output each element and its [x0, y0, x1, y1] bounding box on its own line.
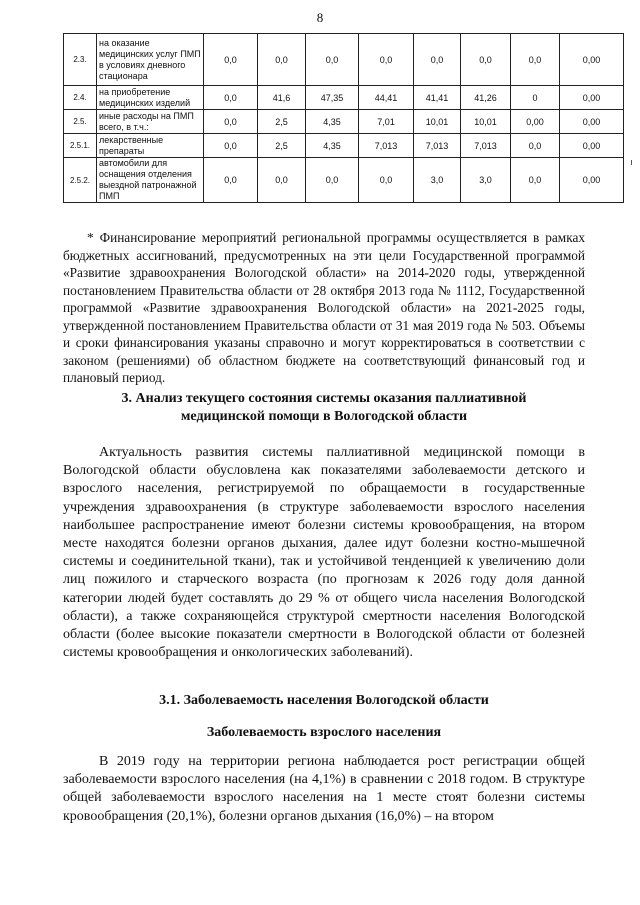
row-name: лекарственные препараты	[97, 134, 204, 158]
row-value: 0,00	[560, 158, 624, 203]
row-value: 4,35	[306, 134, 359, 158]
table-row	[64, 86, 624, 110]
row-value: 2,5	[258, 134, 306, 158]
table-row	[64, 110, 624, 134]
table-row	[64, 134, 624, 158]
row-value: 0,0	[359, 34, 414, 86]
section-3-1-heading: 3.1. Заболеваемость населения Вологодской области	[159, 693, 489, 708]
row-value: 41,41	[414, 86, 461, 110]
row-code: 2.5.1.	[64, 134, 97, 158]
financing-table	[63, 33, 624, 203]
row-value: 0,00	[560, 110, 624, 134]
adult-morbidity-subheading: Заболеваемость взрослого населения	[206, 725, 442, 740]
row-value: 0,0	[204, 158, 258, 203]
table-row	[64, 158, 624, 203]
row-value: 0,0	[511, 34, 560, 86]
margin-mark	[631, 160, 632, 165]
row-value: 0,0	[359, 158, 414, 203]
row-value: 0,0	[306, 158, 359, 203]
section-3-paragraph: Актуальность развития системы паллиативной медицинской помощи в Вологодской области обусловлена как показателями заболеваемости детского и взрослого населения, регистрируемой по обращаемости в государственные учреждения здравоохранения (в структуре заболеваемости взрослого населения наибольшее распространение имеют болезни системы кровообращения, на втором месте находятся болезни органов дыхания, далее идут болезни костно-мышечной системы и соединительной ткани), так и устойчивой тенденцией к увеличению доли лиц пожилого и старческого возраста (по прогнозам к 2026 году доля данной категории людей будет составлять до 29 % от общего числа населения Вологодской области), а также сохраняющейся структурой смертности населения Вологодской области (более высокие показатели смертности в Вологодской области от болезней системы кровообращения и онкологических заболеваний).	[63, 445, 585, 661]
row-value: 7,01	[359, 110, 414, 134]
row-value: 0	[511, 86, 560, 110]
row-value: 41,6	[258, 86, 306, 110]
row-value: 0,0	[204, 110, 258, 134]
row-value: 0,0	[306, 34, 359, 86]
row-value: 0,0	[414, 34, 461, 86]
row-value: 7,013	[461, 134, 511, 158]
row-code: 2.5.2.	[64, 158, 97, 203]
row-value: 0,00	[511, 110, 560, 134]
row-value: 3,0	[414, 158, 461, 203]
row-value: 10,01	[461, 110, 511, 134]
row-value: 0,0	[258, 34, 306, 86]
row-value: 0,0	[204, 134, 258, 158]
row-value: 0,0	[461, 34, 511, 86]
page-number: 8	[316, 10, 324, 25]
row-value: 0,0	[204, 34, 258, 86]
row-value: 0,00	[560, 86, 624, 110]
table-row	[64, 34, 624, 86]
row-value: 0,00	[560, 34, 624, 86]
section-3-heading-line-2: медицинской помощи в Вологодской области	[180, 409, 468, 424]
row-value: 0,0	[511, 158, 560, 203]
section-3-1-paragraph: В 2019 году на территории региона наблюдается рост регистрации общей заболеваемости взрослого населения (на 4,1%) в сравнении с 2018 годом. В структуре общей заболеваемости взрослого населения на 1 месте стоят болезни системы кровообращения (20,1%), болезни органов дыхания (16,0%) – на втором	[63, 754, 585, 824]
row-value: 0,0	[258, 158, 306, 203]
row-value: 0,00	[560, 134, 624, 158]
section-3-heading-line-1: 3. Анализ текущего состояния системы оказания паллиативной	[121, 391, 527, 406]
section-3-heading	[63, 390, 585, 426]
row-value: 7,013	[359, 134, 414, 158]
row-value: 47,35	[306, 86, 359, 110]
funding-footnote: * Финансирование мероприятий региональной программы осуществляется в рамках бюджетных ассигнований, предусмотренных на эти цели Государственной программой «Развитие здравоохранения Вологодской области» на 2014-2020 годы, утвержденной постановлением Правительства области от 28 октября 2013 года № 1112, Государственной программой «Развитие здравоохранения Вологодской области» на 2021-2025 годы, утвержденной постановлением Правительства области от 31 мая 2019 года № 503. Объемы и сроки финансирования указаны справочно и могут корректироваться в соответствии с законом (решениями) об областном бюджете на соответствующий финансовый год и плановый период.	[63, 230, 585, 385]
row-name: иные расходы на ПМП всего, в т.ч.:	[97, 110, 204, 134]
row-code: 2.4.	[64, 86, 97, 110]
row-name: на оказание медицинских услуг ПМП в условиях дневного стационара	[97, 34, 204, 86]
row-name: на приобретение медицинских изделий	[97, 86, 204, 110]
row-value: 2,5	[258, 110, 306, 134]
row-value: 4,35	[306, 110, 359, 134]
row-value: 7,013	[414, 134, 461, 158]
row-value: 0,0	[511, 134, 560, 158]
row-value: 3,0	[461, 158, 511, 203]
row-value: 44,41	[359, 86, 414, 110]
row-name: автомобили для оснащения отделения выездной патронажной ПМП	[97, 158, 204, 203]
row-code: 2.5.	[64, 110, 97, 134]
row-value: 10,01	[414, 110, 461, 134]
row-code: 2.3.	[64, 34, 97, 86]
row-value: 0,0	[204, 86, 258, 110]
row-value: 41,26	[461, 86, 511, 110]
